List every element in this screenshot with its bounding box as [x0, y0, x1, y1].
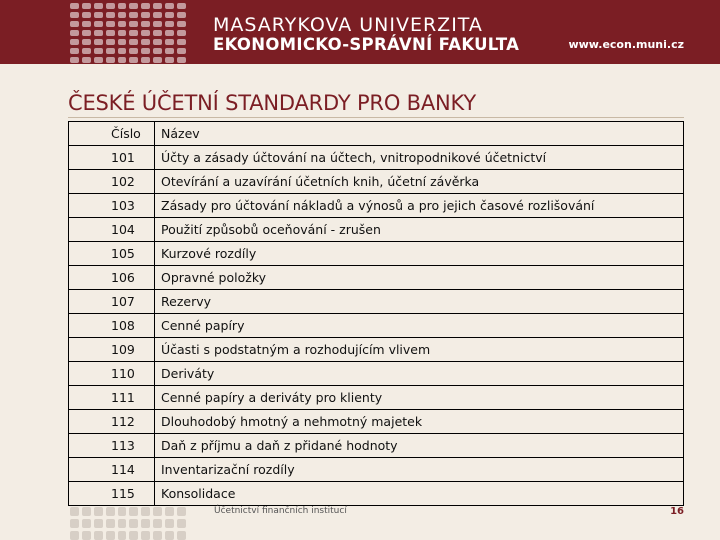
- logo-square: [177, 30, 186, 36]
- logo-square: [70, 57, 79, 63]
- logo-square: [94, 48, 103, 54]
- logo-square: [82, 48, 91, 54]
- logo-square: [165, 39, 174, 45]
- table-row: [69, 146, 684, 170]
- logo-square: [177, 21, 186, 27]
- logo-square: [165, 519, 174, 528]
- logo-square: [82, 21, 91, 27]
- logo-square: [141, 531, 150, 540]
- table-row: [69, 314, 684, 338]
- logo-square: [177, 39, 186, 45]
- standard-name: Dlouhodobý hmotný a nehmotný majetek: [155, 410, 684, 434]
- logo-square: [82, 30, 91, 36]
- logo-square: [129, 507, 138, 516]
- slide-title: ČESKÉ ÚČETNÍ STANDARDY PRO BANKY: [68, 91, 476, 115]
- table-row: [69, 410, 684, 434]
- logo-square: [153, 39, 162, 45]
- logo-square: [129, 519, 138, 528]
- standard-number: 112: [69, 410, 155, 434]
- logo-square: [94, 3, 103, 9]
- table-row: [69, 362, 684, 386]
- logo-square: [165, 507, 174, 516]
- standard-name: Daň z příjmu a daň z přidané hodnoty: [155, 434, 684, 458]
- table-row: [69, 458, 684, 482]
- table-row: [69, 242, 684, 266]
- standard-name: Účty a zásady účtování na účtech, vnitropodnikové účetnictví: [155, 146, 684, 170]
- standard-number: 102: [69, 170, 155, 194]
- logo-square: [177, 12, 186, 18]
- logo-square: [177, 3, 186, 9]
- logo-square: [106, 519, 115, 528]
- logo-square: [129, 12, 138, 18]
- header-banner: [0, 0, 720, 64]
- logo-square: [129, 57, 138, 63]
- logo-square: [153, 3, 162, 9]
- logo-square: [165, 30, 174, 36]
- header-number: Číslo: [69, 122, 155, 146]
- logo-square: [106, 48, 115, 54]
- standard-number: 101: [69, 146, 155, 170]
- standard-name: Použití způsobů oceňování - zrušen: [155, 218, 684, 242]
- logo-square: [82, 519, 91, 528]
- logo-square: [165, 21, 174, 27]
- table-row: [69, 482, 684, 506]
- logo-square: [70, 21, 79, 27]
- logo-square: [153, 57, 162, 63]
- logo-square: [70, 3, 79, 9]
- standard-name: Konsolidace: [155, 482, 684, 506]
- logo-square: [129, 39, 138, 45]
- logo-square: [70, 507, 79, 516]
- logo-square: [82, 531, 91, 540]
- standard-name: Deriváty: [155, 362, 684, 386]
- standards-table: [68, 121, 684, 506]
- logo-square: [141, 519, 150, 528]
- logo-square: [70, 519, 79, 528]
- logo-square: [165, 12, 174, 18]
- table-row: [69, 386, 684, 410]
- standard-name: Opravné položky: [155, 266, 684, 290]
- logo-square: [141, 3, 150, 9]
- standard-name: Cenné papíry a deriváty pro klienty: [155, 386, 684, 410]
- page-number: 16: [670, 506, 684, 517]
- university-logo: [70, 3, 186, 63]
- logo-square: [118, 30, 127, 36]
- logo-square: [118, 12, 127, 18]
- logo-square: [165, 531, 174, 540]
- logo-square: [94, 12, 103, 18]
- logo-square: [106, 39, 115, 45]
- standard-name: Inventarizační rozdíly: [155, 458, 684, 482]
- logo-square: [129, 30, 138, 36]
- logo-square: [153, 519, 162, 528]
- logo-square: [165, 3, 174, 9]
- standard-name: Zásady pro účtování nákladů a výnosů a pro jejich časové rozlišování: [155, 194, 684, 218]
- logo-square: [94, 21, 103, 27]
- standard-number: 110: [69, 362, 155, 386]
- standard-number: 114: [69, 458, 155, 482]
- logo-square: [94, 519, 103, 528]
- standard-number: 106: [69, 266, 155, 290]
- table-row: [69, 338, 684, 362]
- standard-number: 111: [69, 386, 155, 410]
- logo-square: [82, 507, 91, 516]
- logo-square: [70, 30, 79, 36]
- logo-square: [153, 21, 162, 27]
- logo-square: [70, 531, 79, 540]
- logo-square: [129, 48, 138, 54]
- table-row: [69, 290, 684, 314]
- logo-square: [118, 507, 127, 516]
- logo-square: [82, 57, 91, 63]
- logo-square: [118, 57, 127, 63]
- table-row: [69, 218, 684, 242]
- table-row: [69, 434, 684, 458]
- logo-square: [141, 21, 150, 27]
- table-row: [69, 170, 684, 194]
- header-name: Název: [155, 122, 684, 146]
- table-row: [69, 194, 684, 218]
- logo-square: [118, 39, 127, 45]
- university-name: MASARYKOVA UNIVERZITA: [213, 14, 483, 36]
- standard-number: 108: [69, 314, 155, 338]
- logo-square: [141, 30, 150, 36]
- logo-square: [141, 507, 150, 516]
- logo-square: [177, 531, 186, 540]
- standard-number: 104: [69, 218, 155, 242]
- standard-number: 115: [69, 482, 155, 506]
- logo-square: [94, 57, 103, 63]
- logo-square: [94, 531, 103, 540]
- logo-square: [153, 48, 162, 54]
- logo-square: [94, 39, 103, 45]
- logo-square: [106, 30, 115, 36]
- standard-name: Kurzové rozdíly: [155, 242, 684, 266]
- logo-square: [82, 3, 91, 9]
- logo-square: [70, 48, 79, 54]
- logo-square: [153, 507, 162, 516]
- standard-number: 107: [69, 290, 155, 314]
- logo-square: [70, 12, 79, 18]
- logo-square: [153, 12, 162, 18]
- logo-square: [177, 519, 186, 528]
- logo-square: [106, 21, 115, 27]
- logo-square: [177, 57, 186, 63]
- title-divider: [68, 117, 684, 118]
- footer-course: Účetnictví finančních institucí: [214, 506, 347, 516]
- standard-name: Cenné papíry: [155, 314, 684, 338]
- logo-square: [129, 531, 138, 540]
- standard-name: Rezervy: [155, 290, 684, 314]
- logo-square: [177, 507, 186, 516]
- logo-square: [141, 57, 150, 63]
- logo-square: [153, 531, 162, 540]
- standard-name: Účasti s podstatným a rozhodujícím vlivem: [155, 338, 684, 362]
- standard-number: 113: [69, 434, 155, 458]
- standard-number: 109: [69, 338, 155, 362]
- logo-square: [165, 48, 174, 54]
- logo-square: [118, 519, 127, 528]
- logo-square: [118, 531, 127, 540]
- standard-name: Otevírání a uzavírání účetních knih, účetní závěrka: [155, 170, 684, 194]
- logo-square: [129, 3, 138, 9]
- footer-logo-pattern: [70, 507, 186, 540]
- logo-square: [141, 48, 150, 54]
- website-link[interactable]: www.econ.muni.cz: [568, 38, 684, 51]
- logo-square: [94, 30, 103, 36]
- standard-number: 105: [69, 242, 155, 266]
- logo-square: [106, 507, 115, 516]
- logo-square: [94, 507, 103, 516]
- logo-square: [165, 57, 174, 63]
- logo-square: [106, 12, 115, 18]
- table-header-row: [69, 122, 684, 146]
- logo-square: [118, 21, 127, 27]
- logo-square: [118, 48, 127, 54]
- logo-square: [141, 39, 150, 45]
- logo-square: [70, 39, 79, 45]
- logo-square: [153, 30, 162, 36]
- standard-number: 103: [69, 194, 155, 218]
- logo-square: [106, 531, 115, 540]
- logo-square: [82, 39, 91, 45]
- table-row: [69, 266, 684, 290]
- logo-square: [106, 3, 115, 9]
- logo-square: [177, 48, 186, 54]
- faculty-name: EKONOMICKO-SPRÁVNÍ FAKULTA: [213, 35, 520, 54]
- logo-square: [118, 3, 127, 9]
- logo-square: [106, 57, 115, 63]
- logo-square: [141, 12, 150, 18]
- logo-square: [82, 12, 91, 18]
- logo-square: [129, 21, 138, 27]
